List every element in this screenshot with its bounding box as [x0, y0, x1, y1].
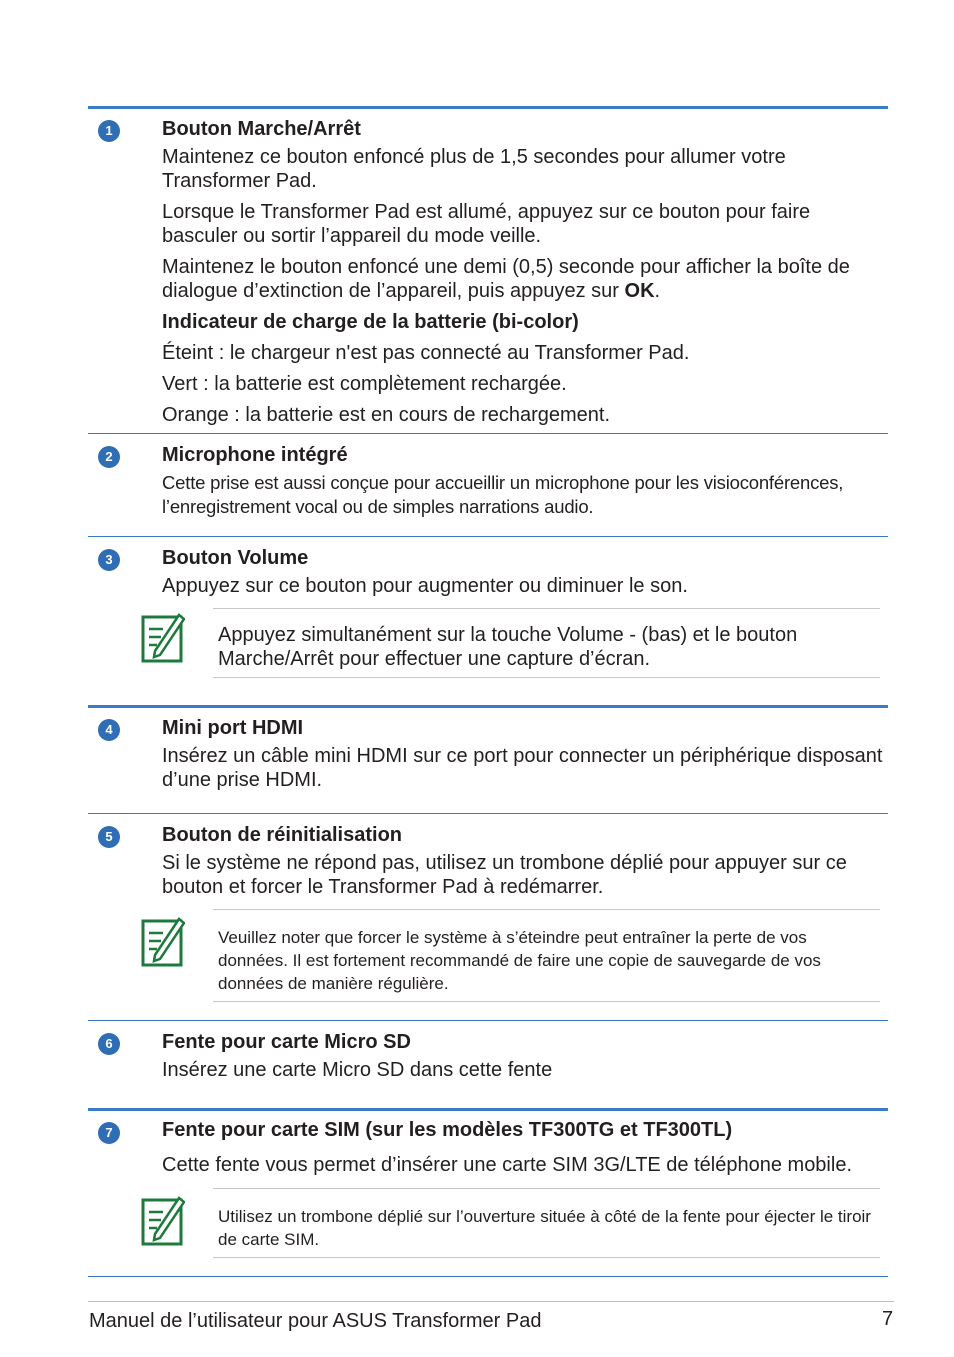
section-title: Fente pour carte SIM (sur les modèles TF300TG et TF300TL): [162, 1119, 733, 1141]
section-micro-sd: [162, 1030, 884, 1082]
note-pencil-icon: [141, 611, 185, 663]
footer-manual-title: Manuel de l’utilisateur pour ASUS Transformer Pad: [89, 1310, 542, 1332]
section-divider: [88, 1276, 888, 1277]
number-badge-1: 1: [98, 120, 120, 142]
paragraph-end: .: [654, 280, 661, 302]
section-divider: [88, 433, 888, 434]
section-title: Fente pour carte Micro SD: [162, 1031, 411, 1053]
paragraph: Insérez un câble mini HDMI sur ce port pour connecter un périphérique disposant d’une prise HDMI.: [162, 745, 883, 791]
note-text: Veuillez noter que forcer le système à s’éteindre peut entraîner la perte de vos données. Il est fortement recommandé de faire une copie de sauvegarde de vos données de manière régulière.: [218, 928, 821, 993]
paragraph: Orange : la batterie est en cours de rechargement.: [162, 404, 611, 426]
ok-label: OK: [624, 280, 655, 302]
note-text: Appuyez simultanément sur la touche Volume - (bas) et le bouton Marche/Arrêt pour effectuer une capture d’écran.: [218, 624, 798, 670]
section-title: Mini port HDMI: [162, 717, 304, 739]
number-badge-7: 7: [98, 1122, 120, 1144]
section-divider: [88, 1020, 888, 1021]
section-sim-card: [162, 1118, 884, 1177]
battery-indicator-subtitle: Indicateur de charge de la batterie (bi-color): [162, 311, 579, 333]
footer-rule: [88, 1301, 894, 1302]
paragraph: Éteint : le chargeur n'est pas connecté au Transformer Pad.: [162, 342, 690, 364]
note-pencil-icon: [141, 1194, 185, 1246]
note-pencil-icon: [141, 915, 185, 967]
section-mini-hdmi: [162, 716, 884, 792]
section-divider: [88, 813, 888, 814]
section-title: Microphone intégré: [162, 444, 348, 466]
section-divider: [88, 705, 888, 708]
number-badge-5: 5: [98, 826, 120, 848]
paragraph: Lorsque le Transformer Pad est allumé, appuyez sur ce bouton pour faire basculer ou sortir l’appareil du mode veille.: [162, 201, 811, 247]
section-divider: [88, 536, 888, 537]
section-divider: [88, 106, 888, 109]
section-power-button: [162, 117, 884, 427]
paragraph: Cette prise est aussi conçue pour accueillir un microphone pour les visioconférences, l’enregistrement vocal ou de simples narrations audio.: [162, 472, 844, 517]
section-microphone: [162, 443, 884, 519]
paragraph: Maintenez ce bouton enfoncé plus de 1,5 secondes pour allumer votre Transformer Pad.: [162, 146, 786, 192]
section-title: Bouton Marche/Arrêt: [162, 118, 361, 140]
paragraph: Appuyez sur ce bouton pour augmenter ou diminuer le son.: [162, 575, 688, 597]
paragraph: Vert : la batterie est complètement rechargée.: [162, 373, 567, 395]
note-box: [213, 608, 880, 678]
number-badge-6: 6: [98, 1033, 120, 1055]
paragraph: Si le système ne répond pas, utilisez un trombone déplié pour appuyer sur ce bouton et forcer le Transformer Pad à redémarrer.: [162, 852, 847, 898]
section-volume-button: [162, 546, 884, 598]
page-number: 7: [882, 1308, 894, 1330]
paragraph: Insérez une carte Micro SD dans cette fente: [162, 1059, 553, 1081]
number-badge-2: 2: [98, 446, 120, 468]
number-badge-3: 3: [98, 549, 120, 571]
section-title: Bouton Volume: [162, 547, 309, 569]
section-divider: [88, 1108, 888, 1111]
note-box: [213, 909, 880, 1002]
number-badge-4: 4: [98, 719, 120, 741]
section-title: Bouton de réinitialisation: [162, 824, 403, 846]
paragraph-text: Maintenez le bouton enfoncé une demi (0,5) seconde pour afficher la boîte de dialogue d’extinction de l’appareil, puis appuyez sur: [162, 256, 850, 302]
paragraph: Cette fente vous permet d’insérer une carte SIM 3G/LTE de téléphone mobile.: [162, 1154, 852, 1176]
paragraph: [162, 255, 884, 303]
note-text: Utilisez un trombone déplié sur l’ouverture située à côté de la fente pour éjecter le tiroir de carte SIM.: [218, 1207, 871, 1249]
note-box: [213, 1188, 880, 1258]
section-reset-button: [162, 823, 884, 899]
